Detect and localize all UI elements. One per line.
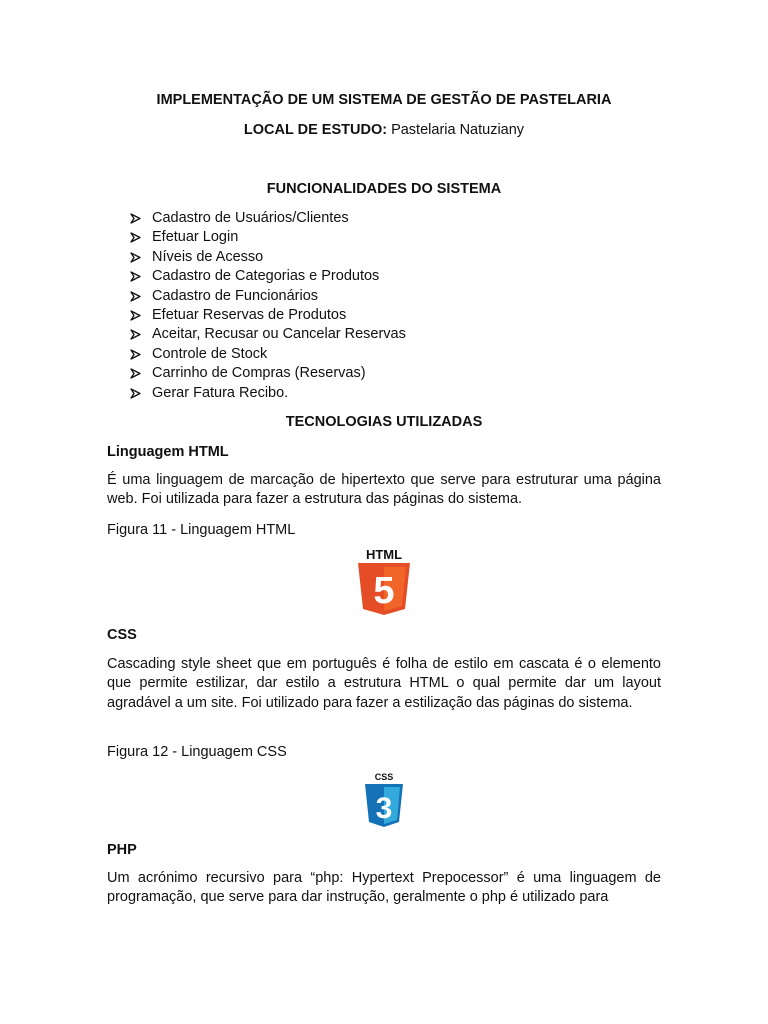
list-item: Aceitar, Recusar ou Cancelar Reservas [129,325,406,344]
arrow-bullet-icon [129,306,143,325]
study-location-value: Pastelaria Natuziany [387,122,525,138]
arrow-bullet-icon [129,209,143,228]
html-paragraph: É uma linguagem de marcação de hipertexto que serve para estruturar uma página web. Foi utilizada para fazer a estrutura das páginas do sistema. [107,472,661,508]
technologies-heading: TECNOLOGIAS UTILIZADAS [285,414,483,430]
arrow-bullet-icon [129,325,143,344]
css3-logo-icon [362,770,406,830]
list-item: Controle de Stock [129,345,406,364]
arrow-bullet-icon [129,287,143,306]
php-heading: PHP [107,842,137,858]
html5-logo-icon [354,545,414,617]
css-heading: CSS [107,627,137,643]
html5-logo-text: HTML [365,547,403,562]
study-location-label: LOCAL DE ESTUDO: [243,122,388,138]
list-item: Gerar Fatura Recibo. [129,384,406,403]
list-item: Cadastro de Funcionários [129,287,406,306]
php-paragraph: Um acrónimo recursivo para “php: Hypertext Prepocessor” é uma linguagem de programação, que serve para dar instrução, geralmente o php é utilizado para [107,870,661,906]
list-item: Efetuar Login [129,228,406,247]
document-title: IMPLEMENTAÇÃO DE UM SISTEMA DE GESTÃO DE PASTELARIA [156,92,612,108]
list-item: Carrinho de Compras (Reservas) [129,364,406,383]
list-item: Efetuar Reservas de Produtos [129,306,406,325]
html-heading: Linguagem HTML [107,444,229,460]
arrow-bullet-icon [129,248,143,267]
arrow-bullet-icon [129,364,143,383]
arrow-bullet-icon [129,267,143,286]
arrow-bullet-icon [129,384,143,403]
arrow-bullet-icon [129,228,143,247]
list-item: Níveis de Acesso [129,248,406,267]
features-list [129,209,406,403]
css-paragraph: Cascading style sheet que em português é folha de estilo em cascata é o elemento que permite estilizar, dar estilo a estrutura HTML o qual permite dar um layout agradável a um site. Foi utilizado para fazer a estilização das páginas do sistema. [107,656,661,711]
study-location [107,121,661,139]
html5-logo-number: 5 [373,570,395,612]
figure-12-caption: Figura 12 - Linguagem CSS [107,744,287,760]
figure-11-caption: Figura 11 - Linguagem HTML [107,522,296,538]
arrow-bullet-icon [129,345,143,364]
list-item: Cadastro de Categorias e Produtos [129,267,406,286]
css3-logo-number: 3 [375,792,393,825]
document-page [107,0,661,1024]
css3-logo-text: CSS [374,772,394,782]
list-item: Cadastro de Usuários/Clientes [129,209,406,228]
features-heading: FUNCIONALIDADES DO SISTEMA [266,181,502,197]
